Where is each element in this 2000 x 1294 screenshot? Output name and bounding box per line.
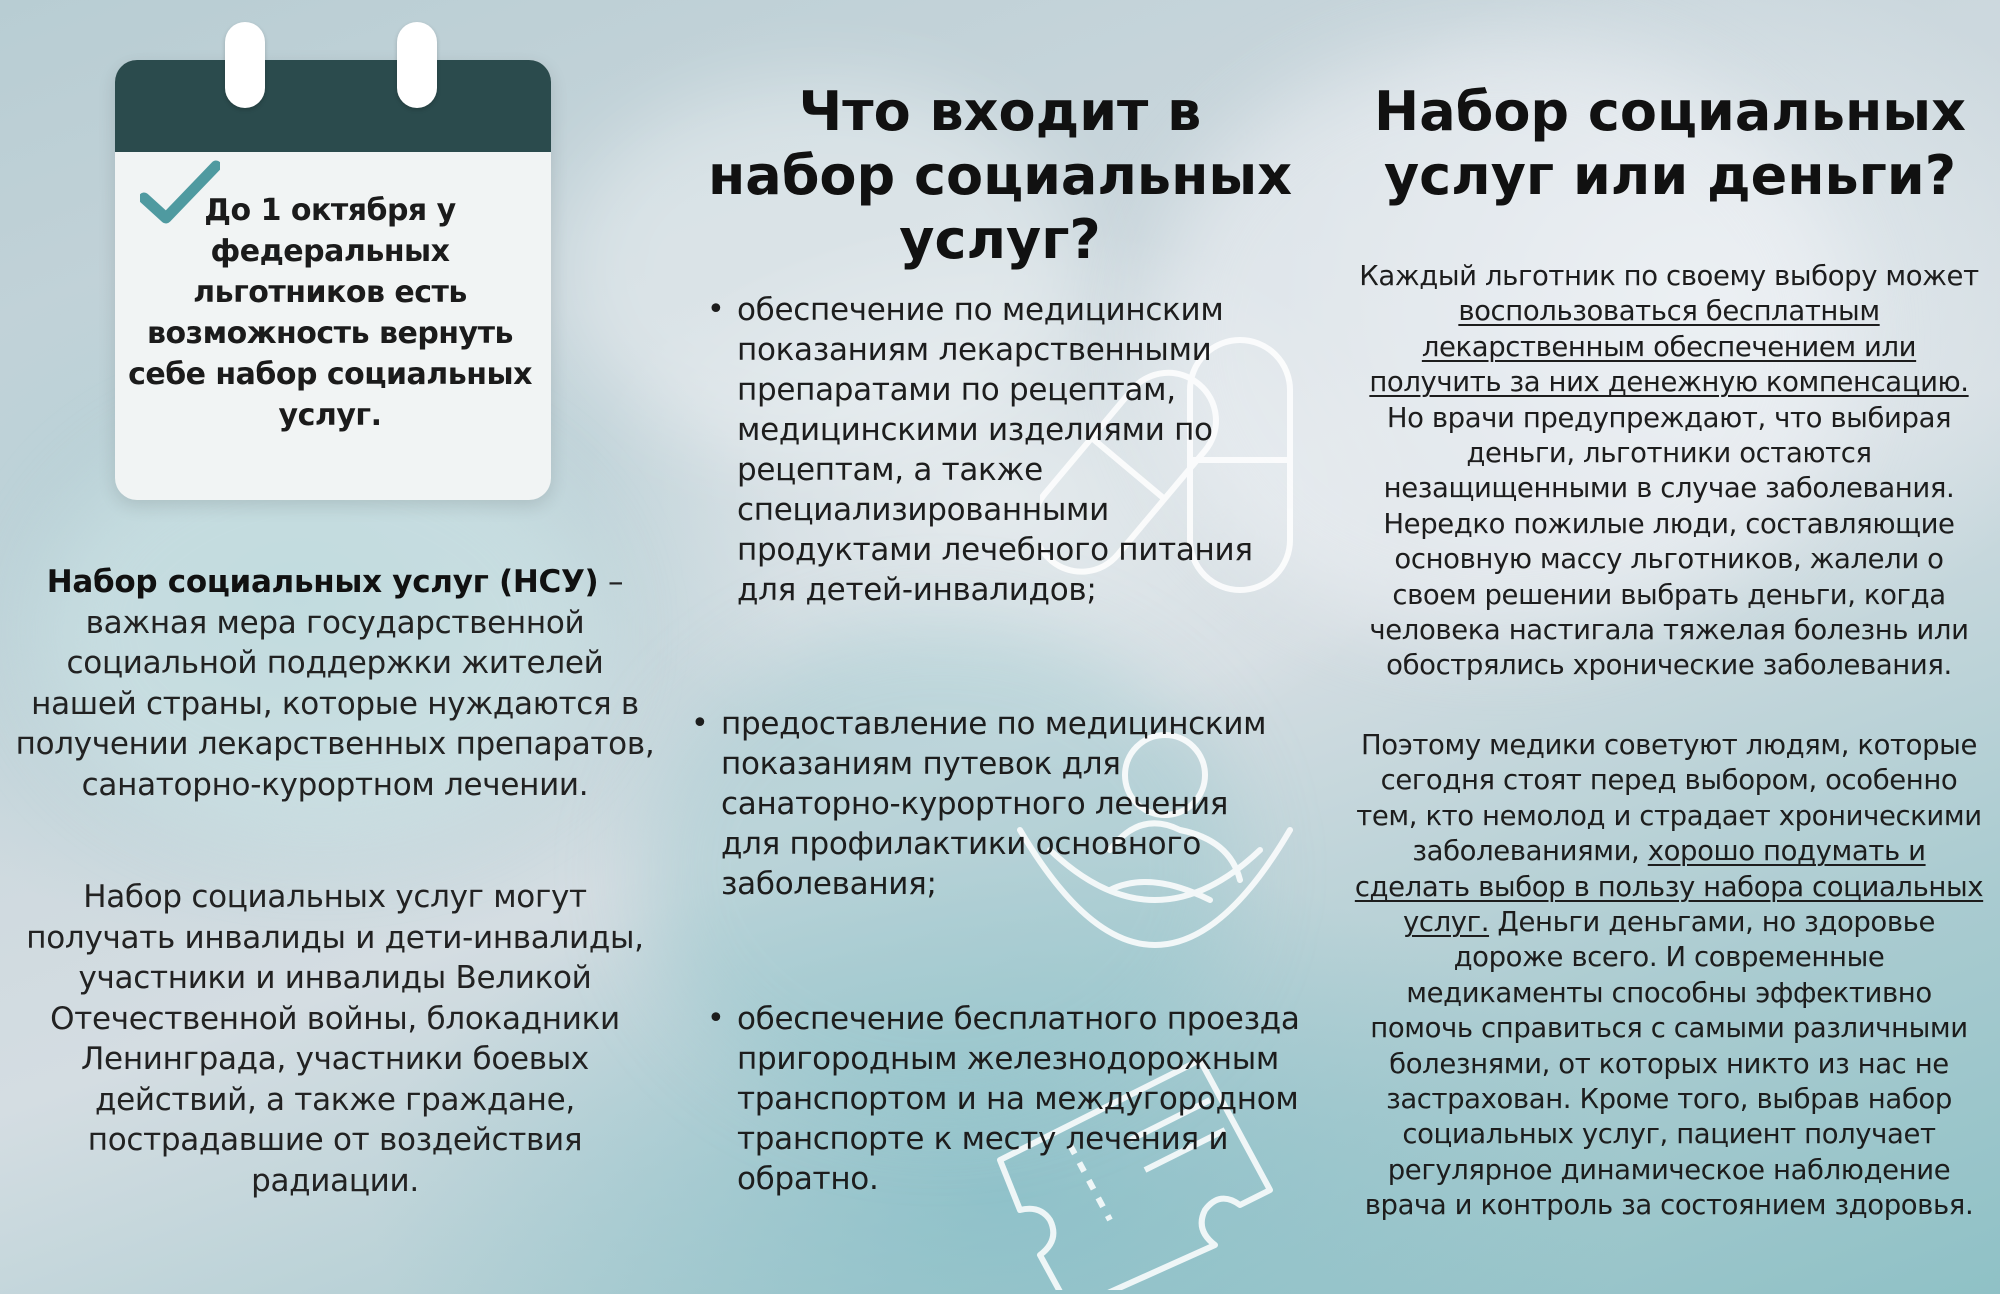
bullet-icon: • (707, 292, 725, 327)
nsu-definition (15, 562, 655, 805)
paragraph-text: Поэтому медики советуют людям, которые сегодня стоят перед выбором, особенно тем, кто немолод и страдает хроническими заболеваниями, (1356, 729, 1982, 868)
bullet-icon: • (707, 1001, 725, 1036)
calendar-ring (225, 22, 265, 108)
calendar-text: До 1 октября у федеральных льготников есть возможность вернуть себе набор социальных услуг. (128, 193, 532, 433)
choice-paragraph (1352, 259, 1986, 684)
middle-heading: Что входит в набор социальных услуг? (707, 80, 1293, 271)
list-item (707, 290, 1297, 610)
list-item (691, 704, 1291, 904)
paragraph-text: Деньги деньгами, но здоровье дороже всего. И современные медикаменты способны эффективно помочь справиться с самыми различными болезнями, от которых никто из нас не застрахован. Кроме того, выбрав набор социальных услуг, пациент получает регулярное динамическое наблюдение врача и контроль за состоянием здоровья. (1364, 906, 1974, 1222)
right-heading: Набор социальных услуг или деньги? (1374, 80, 1966, 207)
nsu-recipients: Набор социальных услуг могут получать инвалиды и дети-инвалиды, участники и инвалиды Великой Отечественной войны, блокадники Ленинграда, участники боевых действий, а также граждане, пострадавшие от воздействия радиации. (26, 879, 644, 1199)
advice-paragraph (1352, 728, 1986, 1224)
calendar-ring (397, 22, 437, 108)
paragraph-text: Но врачи предупреждают, что выбирая деньги, льготники остаются незащищенными в случае заболевания. Нередко пожилые люди, составляющие основную массу льготников, жалели о своем решении выбрать деньги, когда человека настигала тяжелая болезнь или обострялись хронические заболевания. (1369, 401, 1969, 682)
paragraph-text: Каждый льготник по своему выбору может (1359, 260, 1979, 292)
list-item-text: предоставление по медицинским показаниям путевок для санаторно-курортного лечения для профилактики основного заболевания; (721, 706, 1267, 902)
calendar-header (115, 60, 551, 152)
list-item-text: обеспечение по медицинским показаниям лекарственными препаратами по рецептам, медицинскими изделиями по рецептам, а также специализированными продуктами лечебного питания для детей-инвалидов; (737, 292, 1253, 608)
underlined-text: хорошо подумать и сделать выбор в пользу набора социальных услуг. (1354, 835, 1984, 939)
nsu-definition-text: – важная мера государственной социальной поддержки жителей нашей страны, которые нуждаются в получении лекарственных препаратов, санаторно-курортном лечении. (15, 564, 655, 803)
underlined-text: воспользоваться бесплатным лекарственным обеспечением или получить за них денежную компенсацию. (1369, 295, 1969, 399)
list-item (707, 999, 1307, 1199)
list-item-text: обеспечение бесплатного проезда пригородным железнодорожным транспортом и на междугородном транспорте к месту лечения и обратно. (737, 1001, 1300, 1197)
bullet-icon: • (691, 706, 709, 741)
nsu-term: Набор социальных услуг (НСУ) (46, 564, 599, 600)
